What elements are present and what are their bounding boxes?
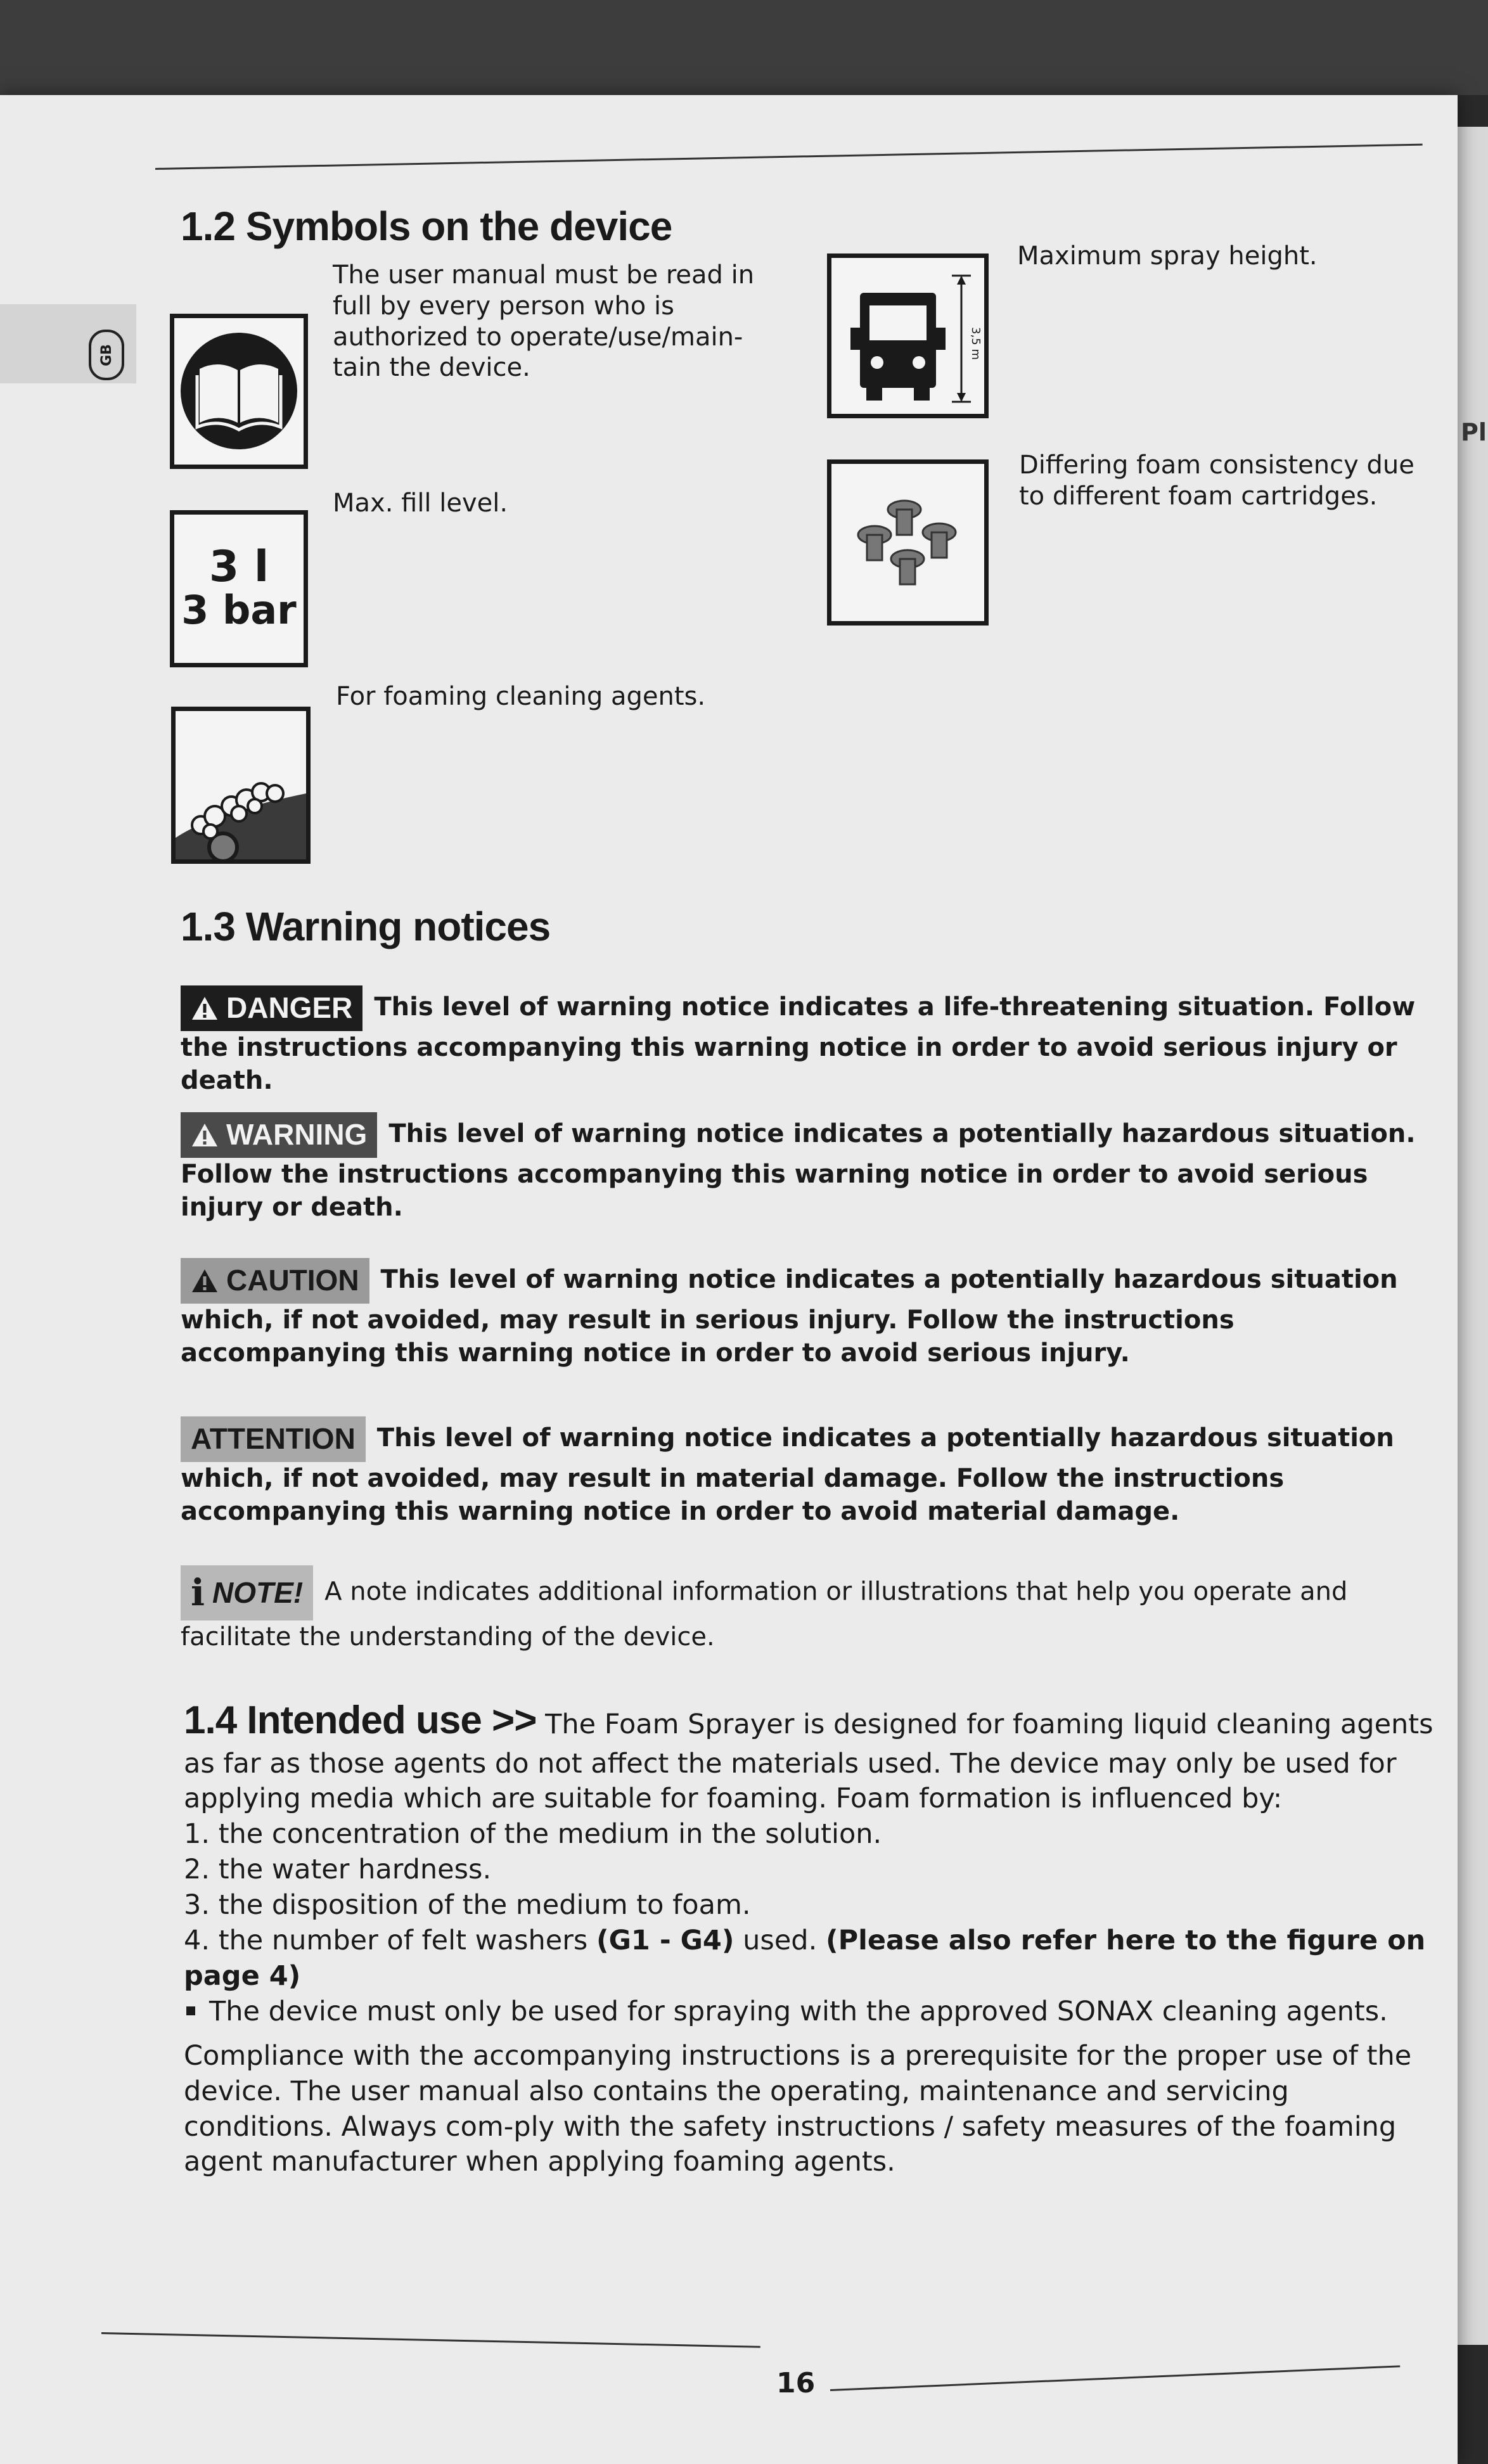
symbol-text-foam: For foaming cleaning agents. xyxy=(336,682,706,711)
list-item: 1. the concentration of the medium in the solution. xyxy=(184,1818,882,1851)
section-heading-symbols: 1.2 Symbols on the device xyxy=(181,203,672,249)
list-item-4-prefix: 4. the number of felt washers xyxy=(184,1925,596,1957)
list-item-4-reference: (Please also refer here to the figure on page 4) xyxy=(184,1925,1426,1992)
warning-triangle-icon xyxy=(191,1122,219,1148)
list-item: 3. the disposition of the medium to foam. xyxy=(184,1889,751,1922)
notice-warning xyxy=(181,1112,1439,1224)
warning-triangle-icon xyxy=(191,996,219,1021)
next-page-fragment: Pl xyxy=(1461,418,1487,446)
fill-volume-label: 3 l xyxy=(208,541,269,592)
truck-height-icon xyxy=(827,253,989,418)
notice-attention xyxy=(181,1416,1439,1528)
symbol-text-manual: The user manual must be read in full by every person who is authorized to operate/use/main-tain the device. xyxy=(333,260,755,383)
fill-pressure-label: 3 bar xyxy=(181,586,297,633)
list-item-4-code: (G1 - G4) xyxy=(596,1925,734,1957)
notice-danger xyxy=(181,985,1439,1097)
note-text: A note indicates additional information or illustrations that help you operate and facilitate the understanding of the device. xyxy=(181,1577,1348,1652)
notice-caution xyxy=(181,1258,1439,1370)
page-number: 16 xyxy=(776,2367,816,2399)
background-surface xyxy=(0,0,1488,95)
danger-label-text: DANGER xyxy=(226,991,353,1024)
symbol-text-fill: Max. fill level. xyxy=(333,489,508,518)
foam-car-icon xyxy=(171,707,311,864)
danger-text: This level of warning notice indicates a life-threatening situation. Follow the instructions accompanying this warning notice in order to avoid serious injury or death. xyxy=(181,992,1416,1095)
caution-label-text: CAUTION xyxy=(226,1264,359,1297)
foam-cartridges-icon xyxy=(827,459,989,626)
warning-label-text: WARNING xyxy=(226,1118,368,1151)
section-heading-intended-use: 1.4 Intended use >> xyxy=(184,1698,537,1742)
bullet-square-icon xyxy=(186,2006,195,2015)
bullet-text: The device must only be used for spraying with the approved SONAX cleaning agents. xyxy=(209,1995,1388,2027)
attention-label xyxy=(181,1416,366,1462)
language-code: GB xyxy=(98,343,115,366)
intended-use-section xyxy=(184,1695,1442,2180)
language-badge xyxy=(89,330,124,380)
fill-level-icon xyxy=(170,510,308,667)
bullet-item xyxy=(184,1994,1442,2030)
warning-label xyxy=(181,1112,377,1158)
symbol-text-cartridges: Differing foam consistency due to different foam cartridges. xyxy=(1019,451,1414,511)
caution-label xyxy=(181,1258,369,1304)
danger-label xyxy=(181,985,362,1031)
note-label-text: NOTE! xyxy=(212,1575,304,1609)
section-heading-warnings: 1.3 Warning notices xyxy=(181,904,551,949)
height-label: 3,5 m xyxy=(969,327,982,360)
list-item-4-mid: used. xyxy=(734,1925,826,1957)
manual-book-icon xyxy=(170,314,308,469)
warning-triangle-icon xyxy=(191,1268,219,1293)
attention-label-text: ATTENTION xyxy=(191,1422,356,1455)
symbol-text-height: Maximum spray height. xyxy=(1017,241,1318,271)
note-label xyxy=(181,1565,313,1620)
caution-text: This level of warning notice indicates a potentially hazardous situation which, if not avoided, may result in serious injury. Follow the instructions accompanying this warning notice in order to avoid serious injury. xyxy=(181,1264,1398,1368)
intended-use-intro: The Foam Sprayer is designed for foaming liquid cleaning agents as far as those agents do not affect the materials used. The device may only be used for applying media which are suitable for foaming. Foam formation is influenced by: xyxy=(184,1709,1433,1815)
warning-text: This level of warning notice indicates a potentially hazardous situation. Follow the instructions accompanying this warning notice in order to avoid serious injury or death. xyxy=(181,1119,1416,1222)
notice-note xyxy=(181,1565,1439,1653)
list-item xyxy=(184,1923,1442,1994)
attention-text: This level of warning notice indicates a potentially hazardous situation which, if not avoided, may result in material damage. Follow the instructions accompanying this warning notice in order to avoid material damage. xyxy=(181,1423,1394,1526)
info-icon: i xyxy=(191,1571,205,1614)
compliance-text: Compliance with the accompanying instructions is a prerequisite for the proper use of the device. The user manual also contains the operating, maintenance and servicing conditions. Always com-ply with the safety instructions / safety measures of the foaming agent manufacturer when applying foaming agents. xyxy=(184,2039,1412,2178)
list-item: 2. the water hardness. xyxy=(184,1854,492,1886)
